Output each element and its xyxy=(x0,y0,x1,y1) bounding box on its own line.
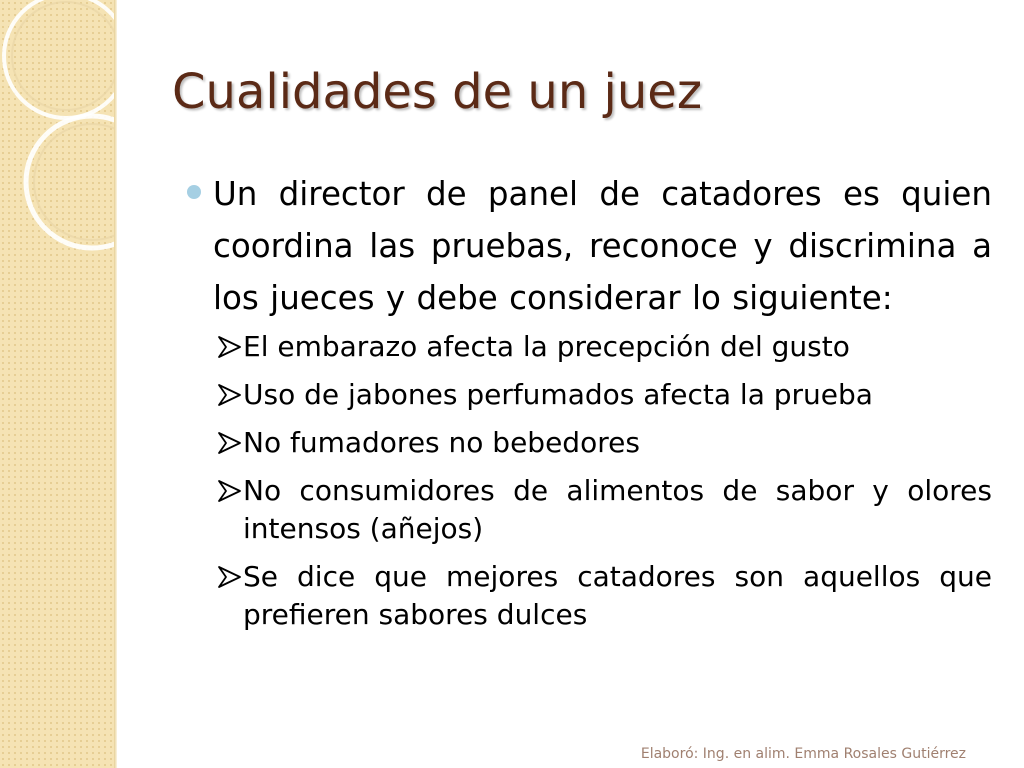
sub-bullet-item xyxy=(184,472,992,548)
arrow-bullet-icon xyxy=(216,383,242,407)
sub-bullet-text: Se dice que mejores catadores son aquellos que prefieren sabores dulces xyxy=(243,560,992,631)
slide-content xyxy=(184,168,992,644)
slide-title: Cualidades de un juez xyxy=(172,64,703,120)
sub-bullet-text: Uso de jabones perfumados afecta la prueba xyxy=(243,378,873,411)
main-bullet xyxy=(184,168,992,324)
sub-bullet-item xyxy=(184,558,992,634)
arrow-bullet-icon xyxy=(216,565,242,589)
sub-bullet-text: No consumidores de alimentos de sabor y olores intensos (añejos) xyxy=(243,474,992,545)
sub-bullet-text: El embarazo afecta la precepción del gusto xyxy=(243,330,850,363)
sidebar-divider xyxy=(114,0,117,768)
sub-bullet-item xyxy=(184,424,992,462)
decorative-sidebar xyxy=(0,0,114,768)
sub-bullet-list xyxy=(184,328,992,634)
round-bullet-icon xyxy=(187,185,201,199)
footer-credit: Elaboró: Ing. en alim. Emma Rosales Gutiérrez xyxy=(640,746,966,762)
sub-bullet-text: No fumadores no bebedores xyxy=(243,426,640,459)
circle-ornament-icon xyxy=(0,0,114,768)
sub-bullet-item xyxy=(184,376,992,414)
arrow-bullet-icon xyxy=(216,431,242,455)
arrow-bullet-icon xyxy=(216,479,242,503)
main-bullet-text: Un director de panel de catadores es quien coordina las pruebas, reconoce y discrimina a los jueces y debe considerar lo siguiente: xyxy=(213,175,992,317)
sub-bullet-item xyxy=(184,328,992,366)
arrow-bullet-icon xyxy=(216,335,242,359)
